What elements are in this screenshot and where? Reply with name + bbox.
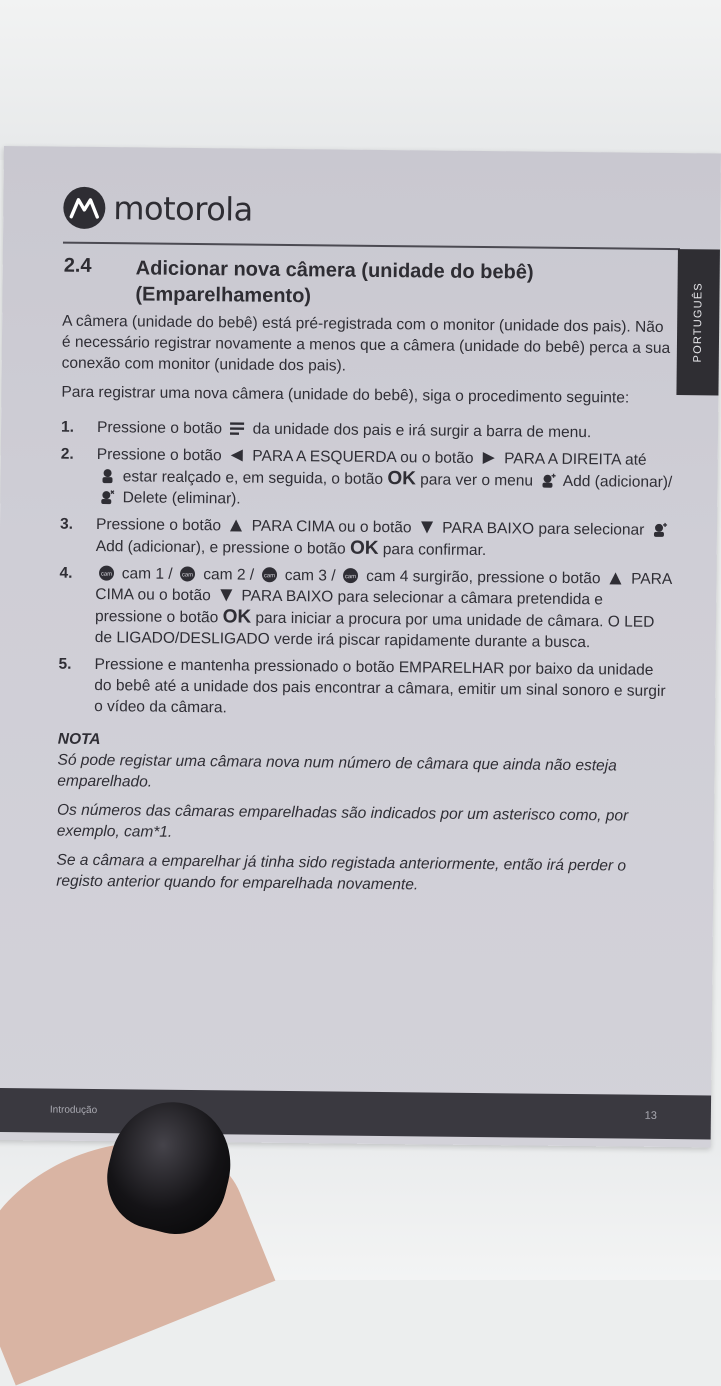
list-item bbox=[60, 514, 672, 563]
batwing-m-icon bbox=[69, 197, 99, 219]
cam-3-icon bbox=[261, 567, 277, 583]
step-number: 3. bbox=[59, 515, 74, 533]
step-text bbox=[96, 444, 673, 514]
down-arrow-icon bbox=[218, 587, 234, 603]
table-surface-top bbox=[0, 0, 721, 160]
step-text-part: da unidade dos pais e irá surgir a barra de menu. bbox=[252, 420, 592, 442]
step-text-part: PARA A ESQUERDA ou o botão bbox=[252, 447, 474, 467]
step-text-part: PARA A DIREITA até bbox=[504, 450, 647, 469]
section-number: 2.4 bbox=[63, 254, 92, 277]
note-line-2: Os números das câmaras emparelhadas são indicados por um asterisco como, por exemplo, cam*1. bbox=[56, 801, 629, 841]
intro-paragraph-1: A câmera (unidade do bebê) está pré-registrada com o monitor (unidade dos pais). Não é necessário registrar novamente a menos que a câmera (unidade do bebê) perca a sua conexão com monitor (unidade dos pais). bbox=[61, 312, 671, 375]
list-item bbox=[58, 654, 671, 723]
step-text: Pressione e mantenha pressionado o botão EMPARELHAR por baixo da unidade do bebê até a unidade dos pais encontrar a câmara, emitir um sinal sonoro e surgir o vídeo da câmara. bbox=[94, 655, 666, 717]
page-number: 13 bbox=[644, 1109, 657, 1122]
page-footer bbox=[0, 1088, 711, 1140]
manual-page bbox=[0, 146, 721, 1147]
note-line-3: Se a câmara a emparelhar já tinha sido registada anteriormente, então irá perder o registo anterior quando for emparelhada novamente. bbox=[56, 851, 627, 894]
up-arrow-icon bbox=[228, 517, 244, 533]
language-tab bbox=[676, 249, 720, 395]
step-text-part: Delete (eliminar). bbox=[122, 489, 241, 508]
cam-4-icon bbox=[343, 568, 359, 584]
ok-button-glyph: OK bbox=[387, 468, 417, 490]
down-arrow-icon bbox=[419, 519, 435, 535]
step-text bbox=[95, 563, 672, 654]
note-line-1: Só pode registar uma câmara nova num número de câmara que ainda não esteja emparelhado. bbox=[57, 751, 617, 791]
note-heading: NOTA bbox=[57, 730, 101, 749]
svg-text:cam: cam bbox=[100, 571, 113, 578]
add-camera-icon bbox=[652, 522, 668, 538]
list-item bbox=[60, 444, 673, 514]
steps-list bbox=[58, 417, 673, 723]
footer-section-label: Introdução bbox=[49, 1104, 98, 1117]
step-text-part: Add (adicionar), e pressione o botão bbox=[95, 537, 346, 558]
step-text-part: cam 1 / bbox=[121, 565, 173, 583]
step-text-part: Pressione o botão bbox=[96, 418, 223, 438]
step-text-part: Pressione o botão bbox=[96, 445, 222, 465]
list-item bbox=[59, 563, 672, 654]
step-text-part: cam 3 / bbox=[284, 566, 336, 585]
step-text-part: PARA CIMA ou o botão bbox=[251, 517, 412, 537]
step-text bbox=[97, 417, 673, 444]
ok-button-glyph: OK bbox=[222, 606, 252, 628]
intro-paragraph-2: Para registrar uma nova câmera (unidade do bebê), siga o procedimento seguinte: bbox=[61, 383, 630, 407]
language-tab-label: PORTUGUÊS bbox=[691, 282, 705, 363]
list-item bbox=[61, 417, 673, 444]
step-text-part: para iniciar a procura por uma unidade de câmara. O LED de LIGADO/DESLIGADO verde irá piscar rapidamente durante a busca. bbox=[94, 609, 655, 652]
step-text-part: cam 2 / bbox=[203, 566, 255, 584]
right-arrow-icon bbox=[481, 450, 497, 466]
left-arrow-icon bbox=[229, 447, 245, 463]
ok-button-glyph: OK bbox=[349, 537, 379, 559]
svg-text:cam: cam bbox=[182, 572, 194, 579]
baby-unit-icon bbox=[99, 468, 115, 484]
section-title: Adicionar nova câmera (unidade do bebê) (Emparelhamento) bbox=[135, 257, 534, 308]
step-number: 5. bbox=[58, 655, 72, 673]
step-text-part: PARA BAIXO para selecionar bbox=[442, 519, 645, 539]
menu-button-icon bbox=[229, 420, 245, 436]
brand-name: motorola bbox=[113, 189, 253, 229]
step-text-part: PARA BAIXO para selecionar a câmara pretendida e pressione o botão bbox=[94, 587, 604, 627]
step-number: 2. bbox=[60, 445, 74, 463]
cam-1-icon bbox=[98, 565, 114, 581]
step-text-part: estar realçado e, em seguida, o botão bbox=[122, 468, 384, 488]
step-text-part: Pressione o botão bbox=[95, 515, 222, 535]
step-text-part: Add (adicionar)/ bbox=[562, 472, 673, 492]
add-camera-icon bbox=[540, 473, 556, 489]
body-text bbox=[56, 311, 674, 906]
motorola-logo-icon bbox=[63, 187, 105, 229]
step-text-part: para ver o menu bbox=[420, 471, 534, 490]
step-text-part: para confirmar. bbox=[382, 540, 487, 560]
delete-camera-icon bbox=[99, 489, 115, 505]
step-text-part: PARA CIMA ou o botão bbox=[95, 570, 672, 605]
cam-2-icon bbox=[180, 566, 196, 582]
svg-text:cam: cam bbox=[263, 573, 276, 580]
step-number: 4. bbox=[59, 564, 73, 582]
brand-header bbox=[63, 187, 253, 231]
header-divider bbox=[63, 242, 680, 250]
step-text-part: cam 4 surgirão, pressione o botão bbox=[366, 567, 601, 588]
up-arrow-icon bbox=[608, 570, 624, 586]
svg-text:cam: cam bbox=[345, 574, 357, 581]
step-text bbox=[96, 514, 672, 563]
step-number: 1. bbox=[60, 418, 75, 436]
